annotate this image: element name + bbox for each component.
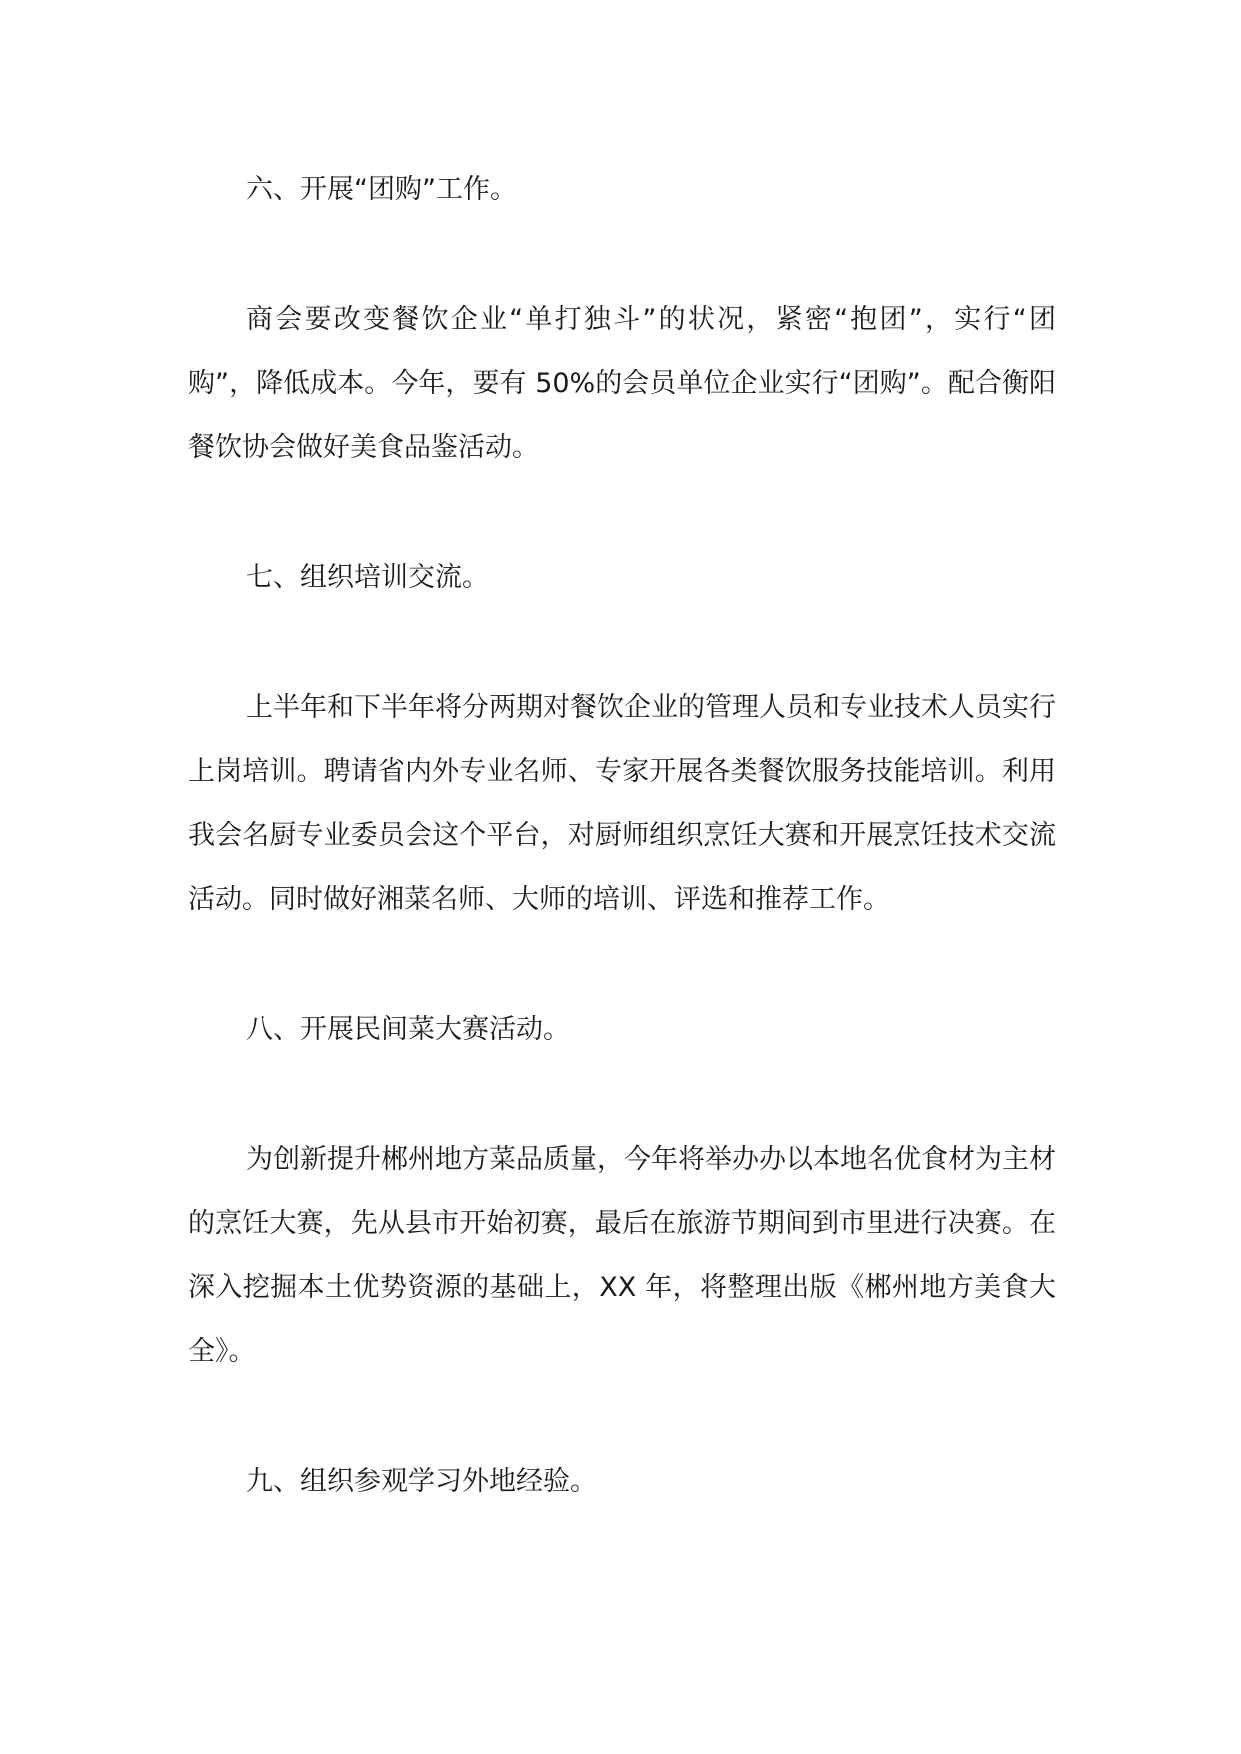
section-heading-7: 七、组织培训交流。: [246, 562, 489, 593]
section-heading-9: 九、组织参观学习外地经验。: [246, 1466, 597, 1497]
section-paragraph-8: 为创新提升郴州地方菜品质量，今年将举办办以本地名优食材为主材的烹饪大赛，先从县市开始初赛，最后在旅游节期间到市里进行决赛。在深入挖掘本土优势资源的基础上，XX 年，将整理出版《郴州地方美食大全》。: [188, 1144, 1056, 1367]
section-heading-8: 八、开展民间菜大赛活动。: [246, 1014, 570, 1045]
document-body: [188, 158, 1056, 1580]
section-paragraph-6: 商会要改变餐饮企业“单打独斗”的状况，紧密“抱团”，实行“团购”，降低成本。今年，要有 50%的会员单位企业实行“团购”。配合衡阳餐饮协会做好美食品鉴活动。: [188, 304, 1056, 463]
section-paragraph-7: 上半年和下半年将分两期对餐饮企业的管理人员和专业技术人员实行上岗培训。聘请省内外专业名师、专家开展各类餐饮服务技能培训。利用我会名厨专业委员会这个平台，对厨师组织烹饪大赛和开展烹饪技术交流活动。同时做好湘菜名师、大师的培训、评选和推荐工作。: [188, 692, 1056, 915]
section-heading-6: 六、开展“团购”工作。: [246, 174, 517, 205]
